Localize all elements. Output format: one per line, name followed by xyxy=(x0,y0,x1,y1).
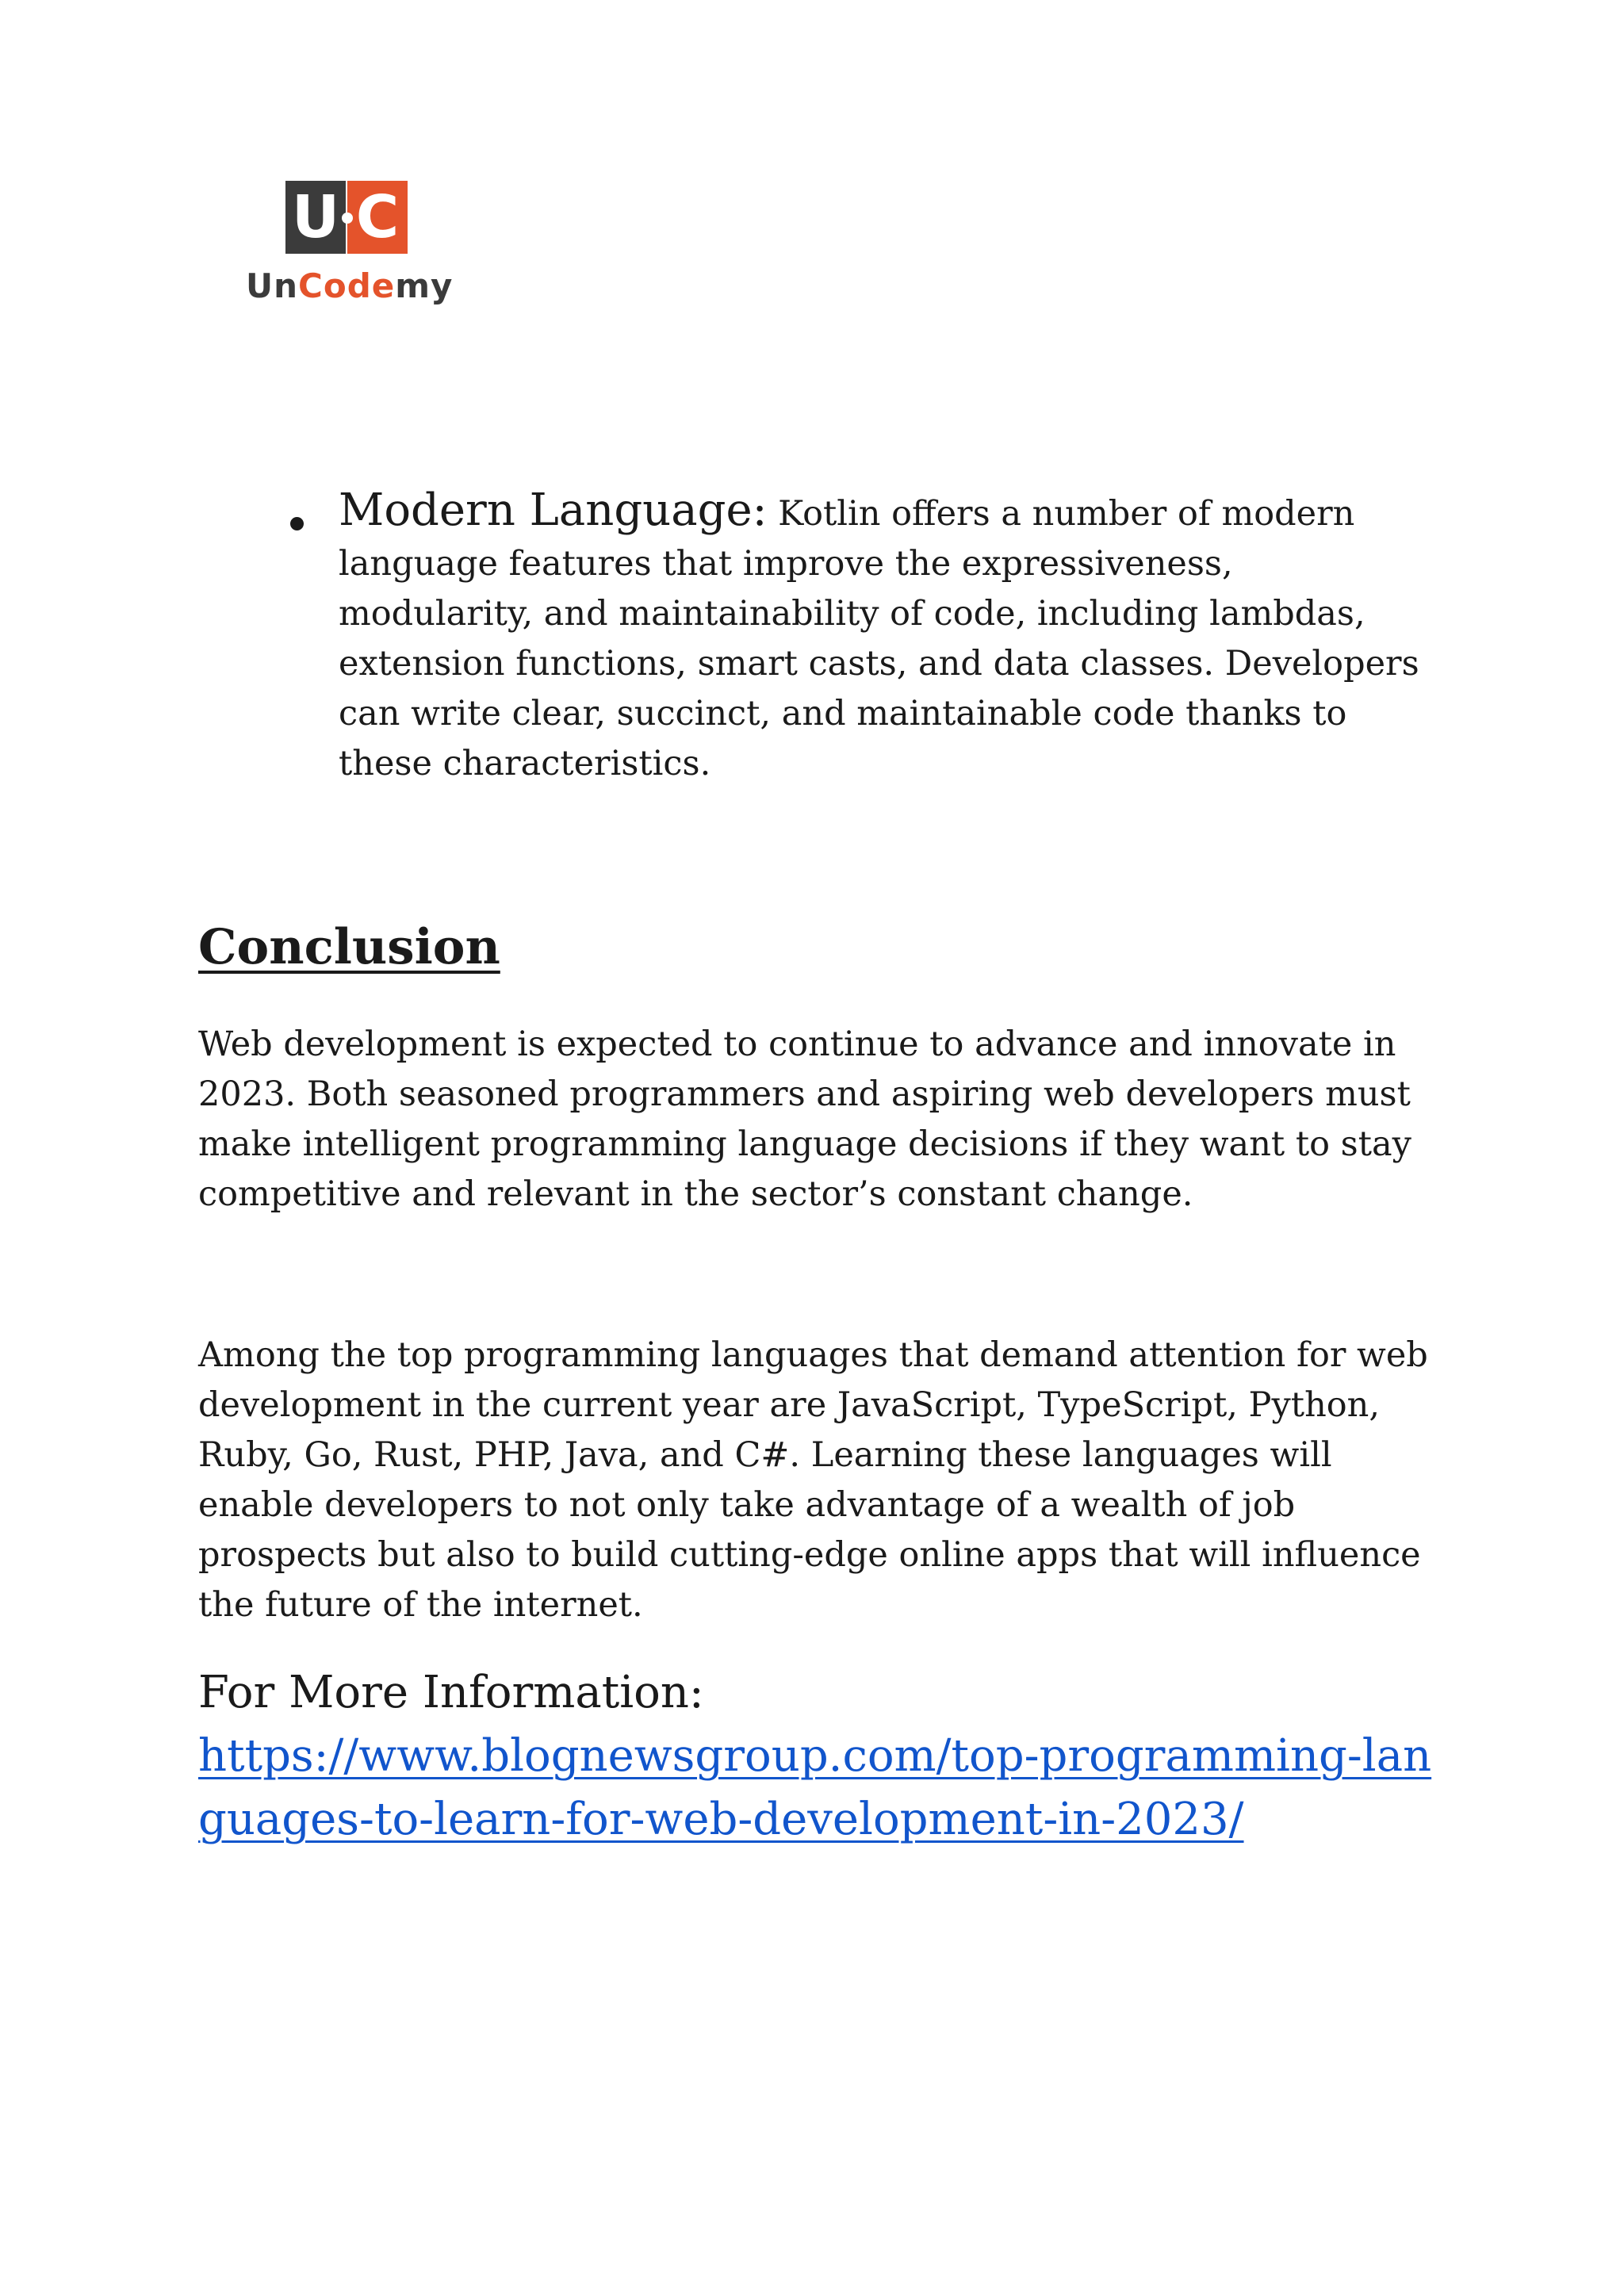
more-info-link[interactable]: https://www.blognewsgroup.com/top-programming-languages-to-learn-for-web-development-in-2023/ xyxy=(198,1730,1432,1845)
logo-wordmark-code: Code xyxy=(298,266,396,305)
bullet-dot-icon xyxy=(290,517,304,530)
logo-letter-c: C xyxy=(355,183,400,251)
conclusion-heading: Conclusion xyxy=(198,919,500,975)
logo-letter-u: U xyxy=(291,183,340,251)
uncodemy-logo xyxy=(246,181,454,316)
logo-wordmark-un: Un xyxy=(246,266,299,305)
bullet-text xyxy=(339,485,1435,789)
conclusion-paragraph-2: Among the top programming languages that demand attention for web development in the current year are JavaScript, TypeScript, Python, Ruby, Go, Rust, PHP, Java, and C#. Learning these languages will enable developers to not only take advantage of a wealth of job prospects but also to build cutting-edge online apps that will influence the future of the internet. xyxy=(198,1335,1428,1625)
conclusion-paragraph-1: Web development is expected to continue to advance and innovate in 2023. Both seasoned programmers and aspiring web developers must make intelligent programming language decisions if they want to stay competitive and relevant in the sector’s constant change. xyxy=(198,1024,1411,1214)
logo-dot xyxy=(342,213,353,224)
logo-wordmark xyxy=(246,266,454,305)
more-info-label: For More Information: xyxy=(198,1667,704,1718)
logo-wordmark-my: my xyxy=(395,266,454,305)
more-info-section xyxy=(198,1661,1451,1852)
bullet-description: Kotlin offers a number of modern language features that improve the expressiveness, modularity, and maintainability of code, including lambdas, extension functions, smart casts, and data classes. Developers can write clear, succinct, and maintainable code thanks to these characteristics. xyxy=(339,494,1419,783)
logo-mark xyxy=(285,181,408,254)
bullet-list-item xyxy=(285,485,1435,789)
bullet-term: Modern Language: xyxy=(339,484,768,536)
